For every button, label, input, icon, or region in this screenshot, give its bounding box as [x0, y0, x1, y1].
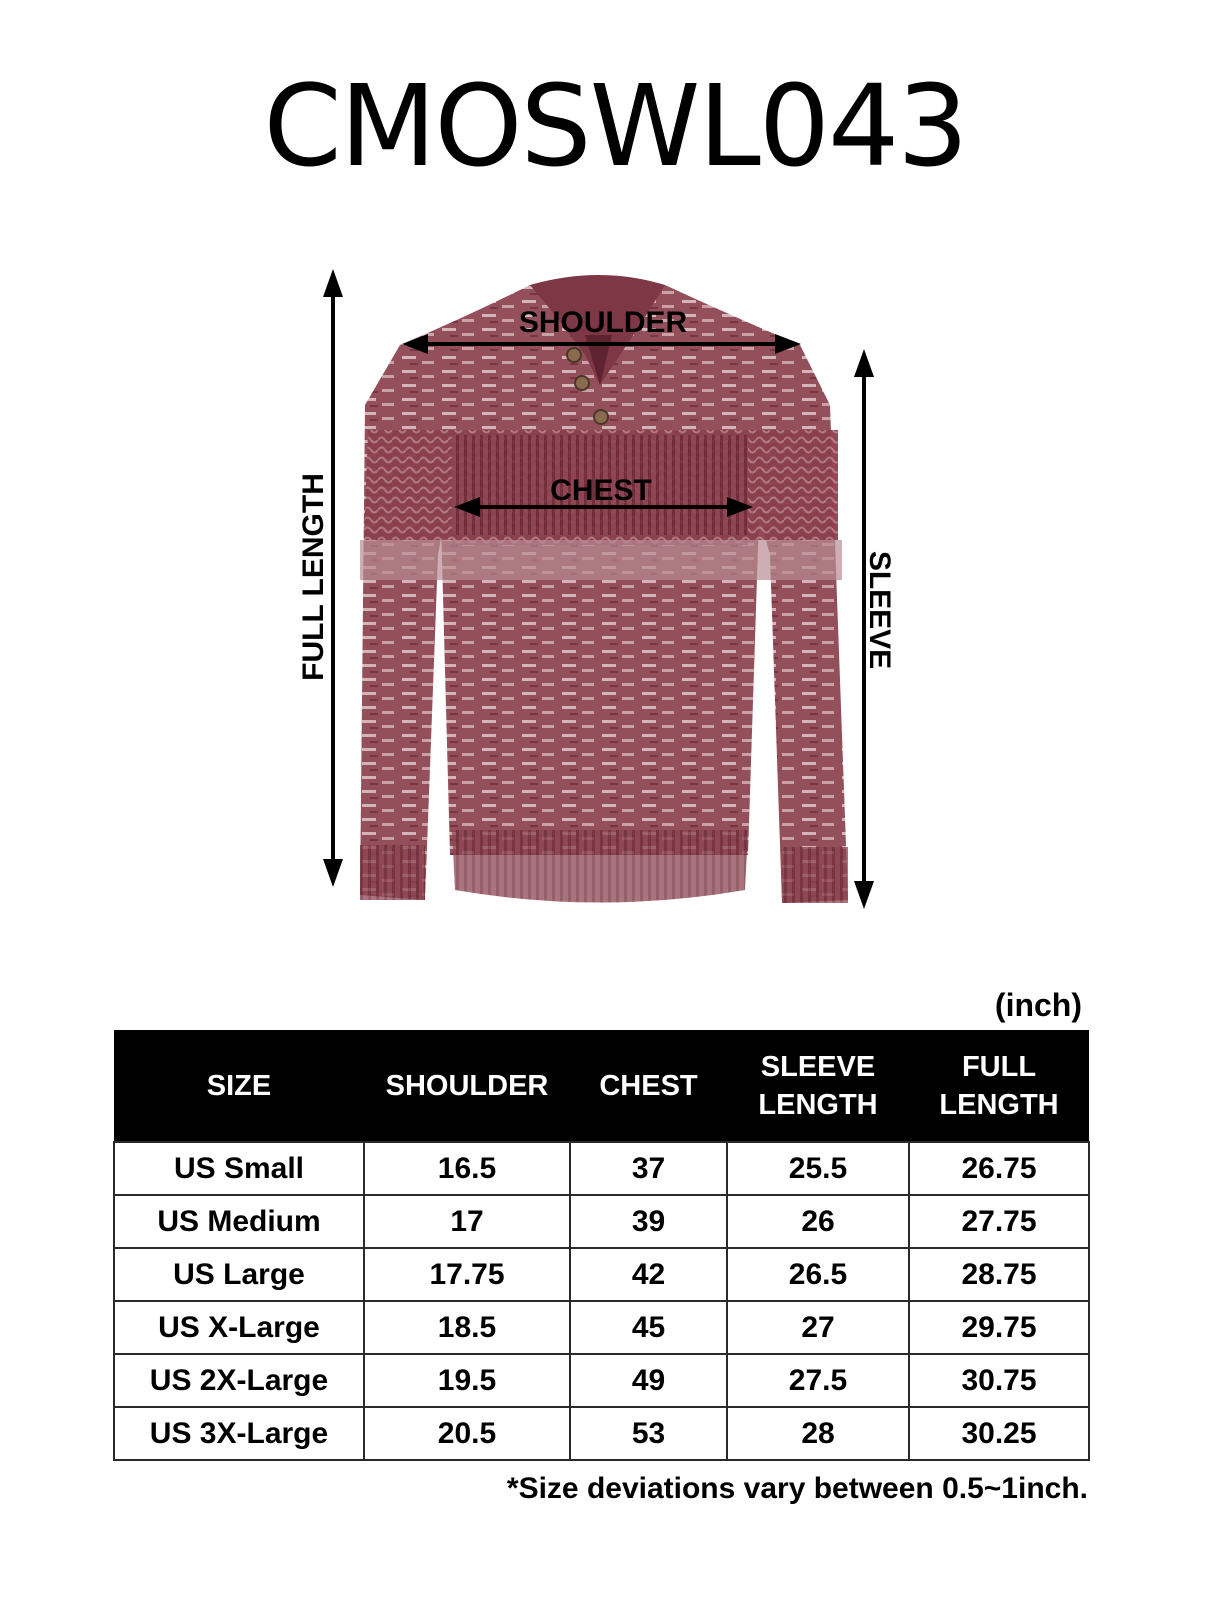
table-row	[114, 1195, 1089, 1248]
cell-size: US Large	[114, 1248, 364, 1301]
cell-chest: 42	[570, 1248, 727, 1301]
full-length-label: FULL LENGTH	[297, 473, 330, 681]
left-cuff	[360, 845, 425, 900]
table-header-row	[114, 1030, 1089, 1142]
header-size: SIZE	[114, 1030, 364, 1142]
cell-shoulder: 17.75	[364, 1248, 570, 1301]
header-shoulder: SHOULDER	[364, 1030, 570, 1142]
button-2	[575, 376, 589, 390]
table-row	[114, 1248, 1089, 1301]
cell-full-length: 30.25	[909, 1407, 1089, 1460]
product-code-title: CMOSWL043	[263, 62, 967, 192]
cell-full-length: 29.75	[909, 1301, 1089, 1354]
sleeve-label: SLEEVE	[863, 550, 896, 670]
header-chest: CHEST	[570, 1030, 727, 1142]
button-1	[567, 348, 581, 362]
shoulder-label: SHOULDER	[518, 306, 688, 339]
cell-shoulder: 16.5	[364, 1142, 570, 1195]
cell-sleeve-length: 25.5	[727, 1142, 909, 1195]
hem-band	[452, 830, 748, 903]
chest-label: CHEST	[550, 474, 652, 507]
cell-shoulder: 17	[364, 1195, 570, 1248]
cell-size: US Small	[114, 1142, 364, 1195]
textured-stripe	[360, 540, 842, 580]
cell-size: US Medium	[114, 1195, 364, 1248]
cell-sleeve-length: 27.5	[727, 1354, 909, 1407]
table-row	[114, 1407, 1089, 1460]
cell-shoulder: 18.5	[364, 1301, 570, 1354]
table-row	[114, 1301, 1089, 1354]
cell-size: US X-Large	[114, 1301, 364, 1354]
cell-size: US 2X-Large	[114, 1354, 364, 1407]
cell-shoulder: 19.5	[364, 1354, 570, 1407]
cell-shoulder: 20.5	[364, 1407, 570, 1460]
size-deviation-note: *Size deviations vary between 0.5~1inch.	[506, 1472, 1088, 1505]
cell-full-length: 30.75	[909, 1354, 1089, 1407]
cell-chest: 49	[570, 1354, 727, 1407]
cell-sleeve-length: 27	[727, 1301, 909, 1354]
sweater-measurement-diagram	[0, 255, 1230, 935]
table-row	[114, 1354, 1089, 1407]
cell-chest: 37	[570, 1142, 727, 1195]
header-sleeve-length: SLEEVE LENGTH	[727, 1030, 909, 1142]
unit-label: (inch)	[994, 987, 1082, 1023]
cell-chest: 39	[570, 1195, 727, 1248]
right-cuff	[782, 847, 848, 903]
cell-full-length: 27.75	[909, 1195, 1089, 1248]
button-3	[594, 410, 608, 424]
cell-sleeve-length: 26.5	[727, 1248, 909, 1301]
cell-size: US 3X-Large	[114, 1407, 364, 1460]
cell-chest: 53	[570, 1407, 727, 1460]
cell-full-length: 26.75	[909, 1142, 1089, 1195]
sweater-image	[360, 275, 848, 903]
table-row	[114, 1142, 1089, 1195]
header-full-length: FULL LENGTH	[909, 1030, 1089, 1142]
cell-full-length: 28.75	[909, 1248, 1089, 1301]
size-chart-table	[113, 1030, 1090, 1461]
cell-sleeve-length: 26	[727, 1195, 909, 1248]
cell-chest: 45	[570, 1301, 727, 1354]
cell-sleeve-length: 28	[727, 1407, 909, 1460]
